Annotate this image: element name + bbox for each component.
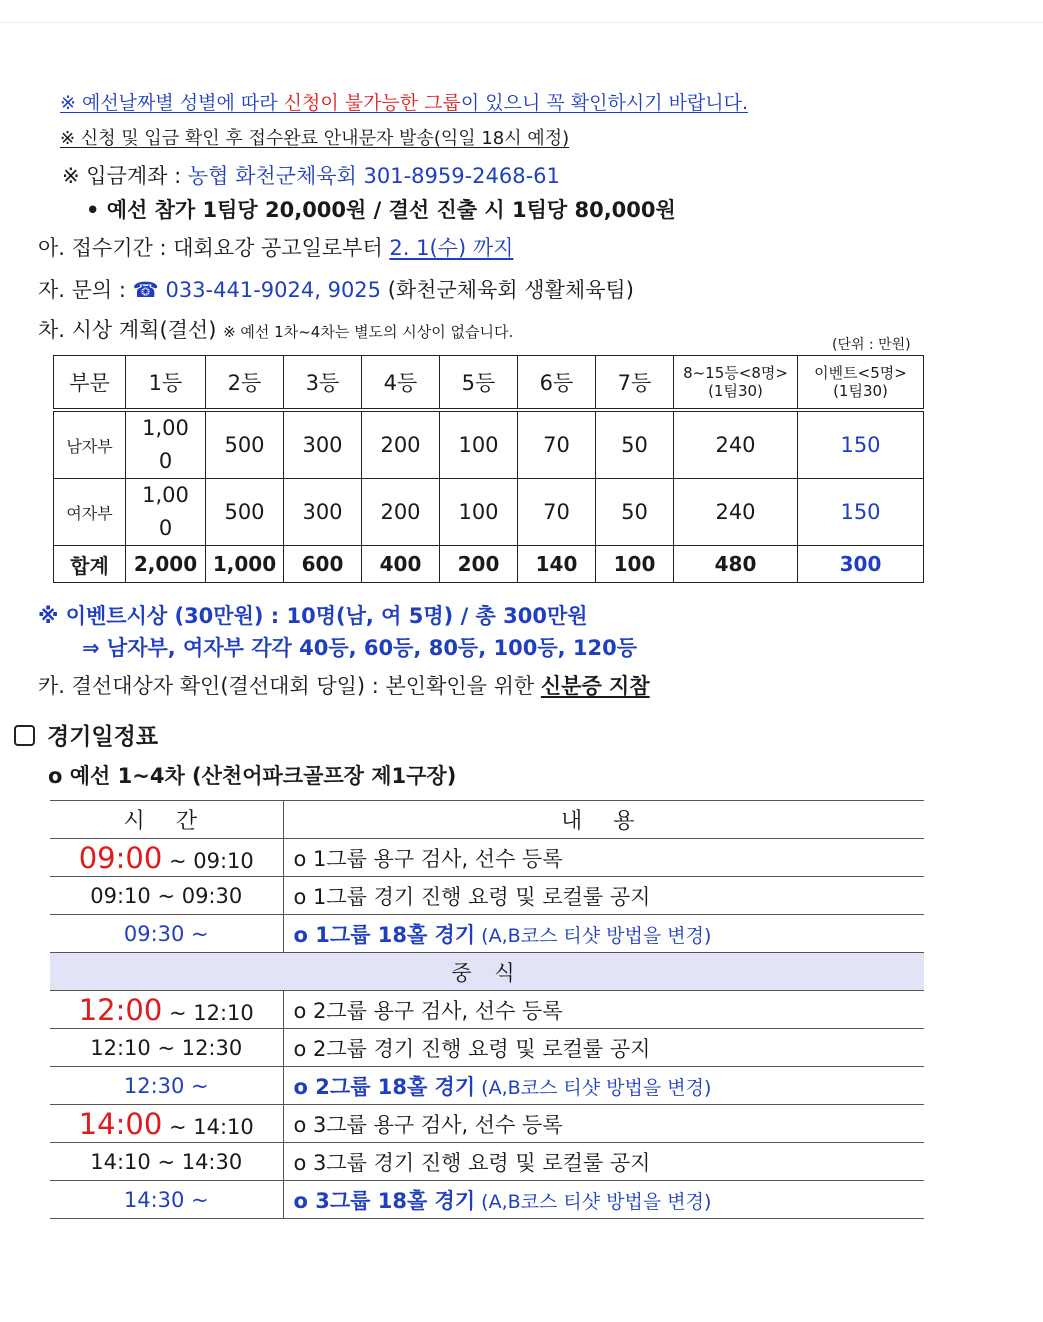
cell-text: 0	[158, 449, 173, 473]
prize-table	[53, 355, 924, 583]
total-cell: 2,000	[126, 546, 206, 583]
table-row	[50, 1143, 924, 1181]
account-number: 농협 화천군체육회 301-8959-2468-61	[187, 164, 560, 188]
total-cell: 200	[440, 546, 518, 583]
table-cell: 300	[284, 410, 362, 479]
total-cell: 600	[284, 546, 362, 583]
table-row	[54, 479, 924, 546]
schedule-header-row	[50, 801, 924, 839]
col-header: 6등	[518, 356, 596, 411]
content-cell	[283, 915, 924, 953]
schedule-table	[50, 800, 924, 1219]
period-value: 2. 1(수) 까지	[389, 236, 514, 260]
notice-text: ※ 예선날짜별 성별에 따라	[60, 92, 284, 114]
time-header: 시 간	[50, 801, 283, 839]
table-cell: 200	[362, 479, 440, 546]
table-cell: 100	[440, 479, 518, 546]
content-cell	[283, 1067, 924, 1105]
time-cell: 09:10 ~ 09:30	[50, 877, 283, 915]
table-cell: 100	[440, 410, 518, 479]
table-row	[50, 1181, 924, 1219]
cell-text: 1,00	[142, 483, 189, 507]
start-time: 14:00	[78, 1106, 163, 1141]
registration-period	[38, 232, 513, 262]
table-cell: 500	[206, 410, 284, 479]
lunch-cell: 중 식	[50, 953, 924, 991]
table-row	[50, 991, 924, 1029]
division-cell: 여자부	[54, 479, 126, 546]
time-rest: ~ 12:10	[162, 1000, 254, 1025]
time-cell: 12:30 ~	[50, 1067, 283, 1105]
table-cell: 50	[596, 479, 674, 546]
col-header: 1등	[126, 356, 206, 411]
total-cell: 300	[798, 546, 924, 583]
table-cell: 200	[362, 410, 440, 479]
table-row	[50, 1105, 924, 1143]
event-prize-line: ※ 이벤트시상 (30만원) : 10명(남, 여 5명) / 총 300만원	[38, 604, 588, 628]
col-header-main: 8~15등<8명>	[683, 364, 788, 382]
notice-text: 이 있으니 꼭 확인하시기 바랍니다.	[460, 92, 749, 114]
table-row	[50, 877, 924, 915]
top-divider	[0, 22, 1043, 23]
schedule-heading	[14, 718, 158, 751]
inquiry-label: 자. 문의 :	[38, 278, 133, 302]
time-cell: 12:10 ~ 12:30	[50, 1029, 283, 1067]
total-cell: 합계	[54, 546, 126, 583]
table-cell: 150	[798, 479, 924, 546]
account-label: ※ 입금계좌 :	[62, 164, 188, 188]
schedule-title: 경기일정표	[47, 724, 159, 750]
prize-header-row	[54, 356, 924, 411]
event-prize-ranks: ⇒ 남자부, 여자부 각각 40등, 60등, 80등, 100등, 120등	[82, 636, 638, 660]
notice-account	[62, 160, 560, 190]
schedule-subtitle: o 예선 1~4차 (산천어파크골프장 제1구장)	[48, 764, 457, 788]
table-cell: 150	[798, 410, 924, 479]
table-cell	[126, 479, 206, 546]
col-header: 2등	[206, 356, 284, 411]
content-cell	[283, 1181, 924, 1219]
time-cell: 14:10 ~ 14:30	[50, 1143, 283, 1181]
content-header: 내 용	[283, 801, 924, 839]
time-rest: ~ 09:10	[162, 848, 254, 873]
total-cell: 400	[362, 546, 440, 583]
content-cell: o 2그룹 경기 진행 요령 및 로컬룰 공지	[283, 1029, 924, 1067]
total-cell: 1,000	[206, 546, 284, 583]
finalist-check	[38, 670, 650, 700]
finalist-check-value: 신분증 지참	[540, 674, 650, 698]
col-header: 4등	[362, 356, 440, 411]
cell-text: 0	[158, 516, 173, 540]
fee-line: • 예선 참가 1팀당 20,000원 / 결선 진출 시 1팀당 80,000원	[86, 198, 676, 222]
col-header-event	[798, 356, 924, 411]
time-cell	[50, 839, 283, 877]
start-time: 12:00	[78, 992, 163, 1027]
col-header: 5등	[440, 356, 518, 411]
prize-plan-note: ※ 예선 1차~4차는 별도의 시상이 없습니다.	[223, 323, 514, 341]
col-header-main: 이벤트<5명>	[814, 364, 907, 382]
content-cell: o 3그룹 용구 검사, 선수 등록	[283, 1105, 924, 1143]
total-cell: 100	[596, 546, 674, 583]
table-cell: 70	[518, 410, 596, 479]
prize-plan-label: 차. 시상 계획(결선)	[38, 318, 224, 342]
start-time: 09:00	[78, 840, 163, 875]
table-cell: 70	[518, 479, 596, 546]
division-cell: 남자부	[54, 410, 126, 479]
notice-line-2: ※ 신청 및 입금 확인 후 접수완료 안내문자 발송(익일 18시 예정)	[60, 128, 570, 149]
col-header-sub: (1팀30)	[833, 382, 888, 400]
content-main: o 1그룹 18홀 경기	[293, 922, 476, 947]
table-cell: 240	[674, 410, 798, 479]
unit-label: (단위 : 만원)	[832, 337, 911, 353]
finalist-check-label: 카. 결선대상자 확인(결선대회 당일) : 본인확인을 위한	[38, 674, 541, 698]
notice-line-1	[60, 88, 748, 115]
content-cell: o 1그룹 용구 검사, 선수 등록	[283, 839, 924, 877]
total-cell: 480	[674, 546, 798, 583]
phone-number: ☎ 033-441-9024, 9025	[132, 278, 382, 302]
time-cell	[50, 1105, 283, 1143]
content-cell: o 2그룹 용구 검사, 선수 등록	[283, 991, 924, 1029]
inquiry	[38, 274, 634, 304]
table-row	[54, 410, 924, 479]
content-cell: o 3그룹 경기 진행 요령 및 로컬룰 공지	[283, 1143, 924, 1181]
content-note: (A,B코스 티샷 방법을 변경)	[475, 1076, 712, 1099]
table-row	[50, 839, 924, 877]
lunch-row	[50, 953, 924, 991]
table-cell	[126, 410, 206, 479]
time-cell	[50, 991, 283, 1029]
col-header: 3등	[284, 356, 362, 411]
square-bullet-icon	[14, 725, 35, 746]
table-cell: 240	[674, 479, 798, 546]
cell-text: 1,00	[142, 416, 189, 440]
col-header: 7등	[596, 356, 674, 411]
content-note: (A,B코스 티샷 방법을 변경)	[475, 1190, 712, 1213]
table-row	[50, 915, 924, 953]
table-row	[50, 1029, 924, 1067]
content-main: o 3그룹 18홀 경기	[293, 1188, 476, 1213]
content-note: (A,B코스 티샷 방법을 변경)	[475, 924, 712, 947]
time-rest: ~ 14:10	[162, 1114, 254, 1139]
inquiry-note: (화천군체육회 생활체육팀)	[381, 278, 634, 302]
time-cell: 14:30 ~	[50, 1181, 283, 1219]
prize-plan-heading	[38, 314, 513, 344]
table-cell: 500	[206, 479, 284, 546]
content-cell: o 1그룹 경기 진행 요령 및 로컬룰 공지	[283, 877, 924, 915]
table-row	[50, 1067, 924, 1105]
table-cell: 300	[284, 479, 362, 546]
period-label: 아. 접수기간 : 대회요강 공고일로부터	[38, 236, 390, 260]
col-header-sub: (1팀30)	[708, 382, 763, 400]
content-main: o 2그룹 18홀 경기	[293, 1074, 476, 1099]
total-cell: 140	[518, 546, 596, 583]
total-row	[54, 546, 924, 583]
notice-highlight: 신청이 불가능한 그룹	[283, 92, 461, 114]
table-cell: 50	[596, 410, 674, 479]
col-header-8-15	[674, 356, 798, 411]
time-cell: 09:30 ~	[50, 915, 283, 953]
col-header: 부문	[54, 356, 126, 411]
